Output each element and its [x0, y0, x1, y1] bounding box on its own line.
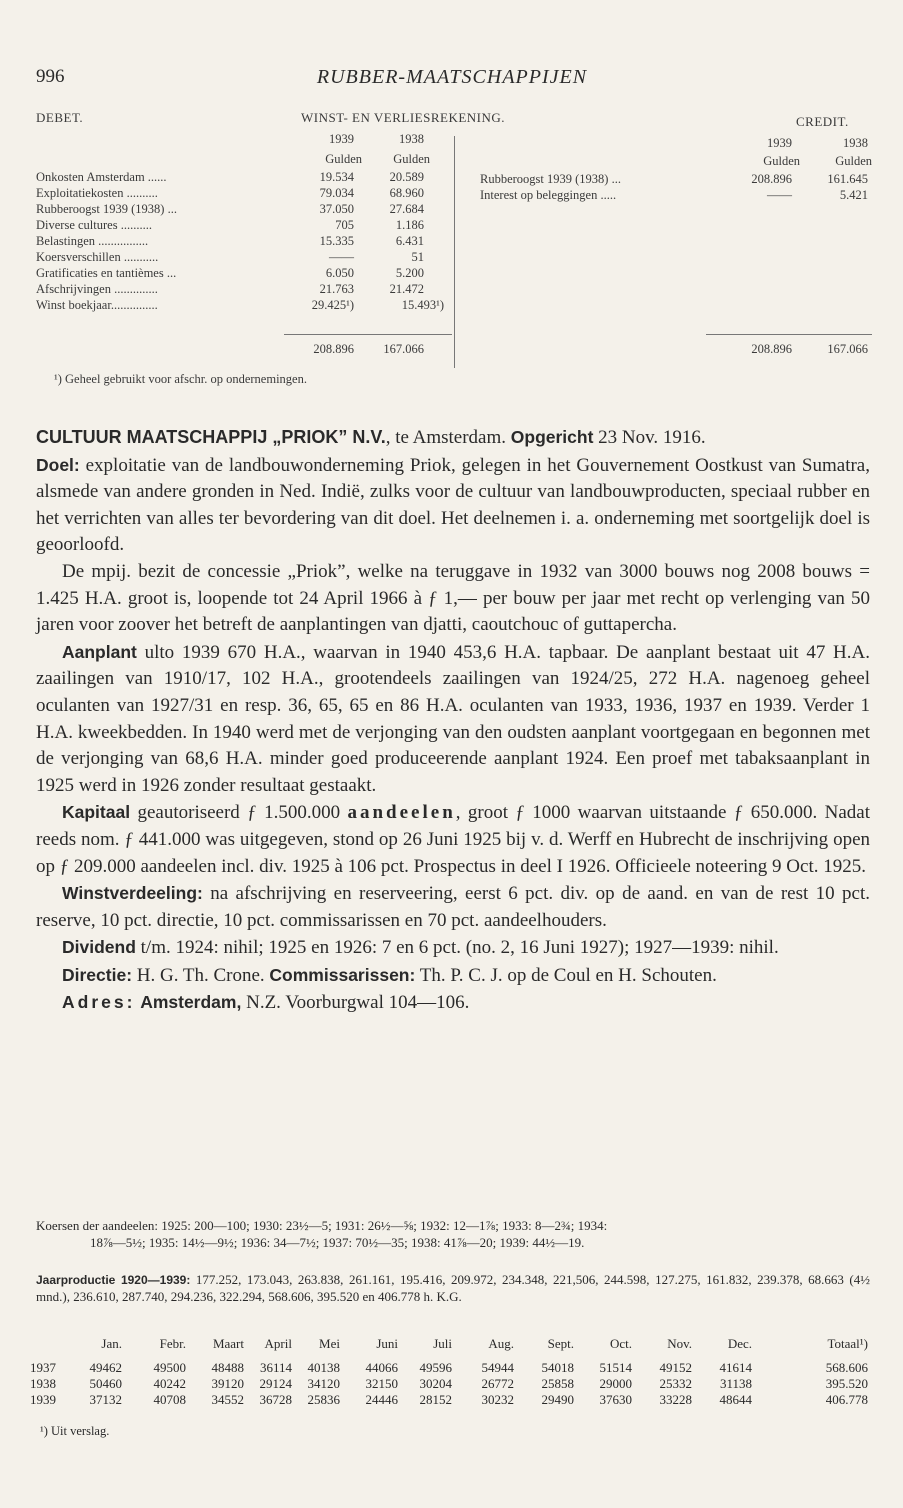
month-value: 40708 — [153, 1392, 186, 1407]
month-header: Dec. — [727, 1336, 752, 1351]
monthly-footnote: ¹) Uit verslag. — [40, 1424, 110, 1438]
debit-row-1939: 6.050 — [325, 266, 354, 280]
directie-paragraph — [36, 962, 870, 990]
month-value: 51514 — [599, 1360, 632, 1375]
month-value: 25332 — [659, 1376, 692, 1391]
month-value: 568.606 — [825, 1360, 868, 1375]
month-header: Maart — [212, 1336, 244, 1351]
adres-city: Amsterdam, — [140, 992, 242, 1013]
debit-row-1938: 68.960 — [389, 186, 424, 200]
month-header: Jan. — [101, 1336, 122, 1351]
credit-row-1939: —— — [767, 188, 792, 202]
debit-currency-1939: Gulden — [325, 152, 362, 166]
kapitaal-text-a: geautoriseerd ƒ 1.500.000 — [130, 802, 348, 824]
intro-text: , te Amsterdam. — [385, 427, 511, 448]
month-value: 25858 — [541, 1376, 574, 1391]
dividend-text: t/m. 1924: nihil; 1925 en 1926: 7 en 6 pct. (no. 2, 16 Juni 1927); 1927—1939: nihil. — [135, 937, 779, 959]
month-value: 50460 — [89, 1376, 122, 1391]
winstverdeeling-text: na afschrijving en reserveering, eerst 6 pct. div. op de aand. en van de rest 10 pct. reserve, 10 pct. directie, 10 pct. commissarissen en 70 pct. aandeelhouders. — [36, 883, 870, 931]
month-value: 26772 — [481, 1376, 514, 1391]
month-value: 36728 — [259, 1392, 292, 1407]
aanplant-label: Aanplant — [62, 641, 137, 662]
annual-production — [36, 1272, 870, 1304]
month-value: 44066 — [365, 1360, 398, 1375]
month-header: Oct. — [609, 1336, 632, 1351]
winstverdeeling-label: Winstverdeeling: — [62, 883, 203, 904]
month-value: 31138 — [719, 1376, 752, 1391]
credit-row-label: Interest op beleggingen ..... — [480, 188, 617, 202]
month-value: 49152 — [659, 1360, 692, 1375]
debit-row-1939: 37.050 — [319, 202, 354, 216]
page-number: 996 — [36, 66, 65, 87]
production-label: Jaarproductie 1920—1939: — [36, 1273, 191, 1287]
directie-text: H. G. Th. Crone. — [132, 964, 270, 986]
intro-date: 23 Nov. 1916. — [593, 427, 706, 448]
month-header: Nov. — [667, 1336, 692, 1351]
debit-row-1939: 19.534 — [319, 170, 354, 184]
month-header: Juli — [433, 1336, 452, 1351]
company-intro — [36, 424, 870, 452]
debit-row-label: Diverse cultures .......... — [36, 218, 152, 232]
opgericht-label: Opgericht — [510, 427, 594, 447]
ledger-title: WINST- EN VERLIESREKENING. — [301, 110, 506, 125]
credit-row-1938: 5.421 — [839, 188, 868, 202]
concessie-paragraph: De mpij. bezit de concessie „Priok”, welke na teruggave in 1932 van 3000 bouws nog 2008 bouws = 1.425 H.A. groot is, loopende tot 24 April 1966 à ƒ 1,— per bouw per jaar met recht op verlenging van 50 jaren voor zoover het betreft de aanplantingen van djatti, caoutchouc of guttapercha. — [36, 560, 870, 636]
month-value: 40242 — [153, 1376, 186, 1391]
debit-row-label: Gratificaties en tantièmes ... — [36, 266, 177, 280]
debit-row-1938: 5.200 — [395, 266, 424, 280]
month-value: 30204 — [419, 1376, 452, 1391]
commissarissen-label: Commissarissen: — [269, 964, 416, 985]
month-header: Aug. — [488, 1336, 514, 1351]
debit-row-1938: 6.431 — [395, 234, 424, 248]
month-value: 54944 — [481, 1360, 514, 1375]
month-value: 49596 — [419, 1360, 452, 1375]
month-value: 48488 — [211, 1360, 244, 1375]
ledger-footnote: ¹) Geheel gebruikt voor afschr. op ondernemingen. — [54, 372, 307, 386]
production-text: 177.252, 173.043, 263.838, 261.161, 195.416, 209.972, 234.348, 221,506, 244.598, 127.275, 161.832, 239.378, 68.663 (4½ mnd.), 236.610, 287.740, 294.236, 322.294, 568.606, 395.520 en 406.778 h. K.G. — [36, 1272, 870, 1304]
aandeelen-word: aandeelen — [347, 802, 456, 824]
month-value: 29124 — [259, 1376, 292, 1391]
month-value: 36114 — [259, 1360, 292, 1375]
month-value: 37132 — [89, 1392, 122, 1407]
debit-row-label: Afschrijvingen .............. — [36, 282, 158, 296]
adres-paragraph — [36, 989, 870, 1017]
share-quotes — [36, 1218, 870, 1251]
debit-row-1938: 15.493¹) — [401, 298, 444, 312]
month-value: 29000 — [599, 1376, 632, 1391]
month-header: Mei — [319, 1336, 340, 1351]
credit-currency-1938: Gulden — [835, 154, 872, 168]
year-label: 1938 — [30, 1376, 56, 1391]
month-value: 33228 — [659, 1392, 692, 1407]
month-value: 40138 — [307, 1360, 340, 1375]
month-value: 30232 — [481, 1392, 514, 1407]
month-value: 29490 — [541, 1392, 574, 1407]
month-value: 49462 — [89, 1360, 122, 1375]
debit-row-label: Exploitatiekosten .......... — [36, 186, 158, 200]
debit-row-label: Rubberoogst 1939 (1938) ... — [36, 202, 177, 216]
month-header: Juni — [376, 1336, 398, 1351]
year-label: 1937 — [30, 1360, 56, 1375]
credit-row-1938: 161.645 — [827, 172, 868, 186]
debit-year-1938: 1938 — [399, 132, 424, 146]
debit-row-label: Koersverschillen ........... — [36, 250, 159, 264]
doel-label: Doel: — [36, 454, 80, 475]
ledger-divider — [454, 136, 455, 368]
commissarissen-text: Th. P. C. J. op de Coul en H. Schouten. — [415, 964, 717, 986]
month-header: April — [264, 1336, 292, 1351]
dividend-paragraph — [36, 934, 870, 962]
month-value: 34552 — [211, 1392, 244, 1407]
page-header — [36, 66, 868, 92]
debit-total-1938: 167.066 — [383, 342, 424, 356]
credit-row-1939: 208.896 — [751, 172, 792, 186]
debit-row-1938: 21.472 — [389, 282, 424, 296]
company-name: CULTUUR MAATSCHAPPIJ „PRIOK” N.V. — [36, 427, 386, 447]
company-article — [36, 424, 870, 1017]
debit-row-1939: 79.034 — [319, 186, 354, 200]
debit-row-1938: 20.589 — [389, 170, 424, 184]
doel-text: exploitatie van de landbouwonderneming Priok, gelegen in het Gouvernement Oostkust van Sumatra, alsmede van andere gronden in Ned. Indië, zulks voor de cultuur van landbouwproducten, speciaal rubber en het verrichten van alles ter bevordering van dit doel. Het deelnemen i. a. onderneming met soortgelijk doel is geoorloofd. — [36, 454, 870, 556]
month-value: 37630 — [599, 1392, 632, 1407]
month-value: 32150 — [365, 1376, 398, 1391]
aanplant-text: ulto 1939 670 H.A., waarvan in 1940 453,6 H.A. tapbaar. De aanplant bestaat uit 47 H.A. zaailingen van 1910/17, 102 H.A., grootendeels zaailingen van 1924/25, 272 H.A. nagenoeg geheel oculanten van 1927/31 en resp. 36, 65, 65 en 86 H.A. oculanten van 1933, 1936, 1937 en 1939. Verder 1 H.A. kweekbedden. In 1940 werd met de verjonging van den oudsten aanplant voortgegaan en begonnen met de verjonging van 68,6 H.A. minder goed produceerende aanplant 1924. Een proef met tabaksaanplant in 1925 werd in 1926 zonder resultaat gestaakt. — [36, 641, 870, 796]
debit-year-1939: 1939 — [329, 132, 354, 146]
credit-row-label: Rubberoogst 1939 (1938) ... — [480, 172, 621, 186]
winstverdeeling-paragraph — [36, 880, 870, 934]
debit-row-label: Onkosten Amsterdam ...... — [36, 170, 167, 184]
quotes-line-1: Koersen der aandeelen: 1925: 200—100; 1930: 23½—5; 1931: 26½—⅝; 1932: 12—1⅞; 1933: 8—2¾; 1934: — [36, 1218, 608, 1233]
debit-row-1939: 15.335 — [319, 234, 354, 248]
running-title: RUBBER-MAATSCHAPPIJEN — [316, 66, 588, 88]
month-value: 54018 — [541, 1360, 574, 1375]
debit-currency-1938: Gulden — [393, 152, 430, 166]
debit-row-1939: 21.763 — [319, 282, 354, 296]
debit-row-1938: 51 — [411, 250, 424, 264]
debit-row-1938: 27.684 — [389, 202, 424, 216]
debit-total-1939: 208.896 — [313, 342, 354, 356]
dividend-label: Dividend — [62, 937, 136, 958]
kapitaal-label: Kapitaal — [62, 802, 131, 823]
month-value: 395.520 — [825, 1376, 868, 1391]
directie-label: Directie: — [62, 964, 133, 985]
month-value: 24446 — [365, 1392, 398, 1407]
kapitaal-text-b: , groot ƒ 1000 waarvan uitstaande ƒ 650.000. Nadat reeds nom. ƒ 441.000 was uitgegeven, stond op 26 Juni 1925 bij v. d. Werff en Hubrecht de inschrijving open op ƒ 209.000 aandeelen incl. div. 1925 à 106 pct. Prospectus in deel I 1926. Officieele noteering 9 Oct. 1925. — [36, 802, 870, 877]
month-value: 41614 — [719, 1360, 752, 1375]
debit-row-1939: 705 — [335, 218, 354, 232]
debit-row-1938: 1.186 — [395, 218, 424, 232]
adres-label: Adres: — [62, 992, 136, 1013]
doel-paragraph — [36, 452, 870, 559]
month-value: 28152 — [419, 1392, 452, 1407]
month-value: 406.778 — [825, 1392, 868, 1407]
credit-year-1938: 1938 — [843, 136, 868, 150]
month-header: Sept. — [547, 1336, 574, 1351]
credit-total-1938: 167.066 — [827, 342, 868, 356]
credit-currency-1939: Gulden — [763, 154, 800, 168]
credit-total-1939: 208.896 — [751, 342, 792, 356]
debit-row-1939: —— — [329, 250, 354, 264]
credit-year-1939: 1939 — [767, 136, 792, 150]
quotes-line-2: 18⅞—5½; 1935: 14½—9½; 1936: 34—7½; 1937: 70½—35; 1938: 41⅞—20; 1939: 44½—19. — [90, 1234, 585, 1250]
profit-loss-account — [36, 110, 872, 400]
month-value: 48644 — [719, 1392, 752, 1407]
kapitaal-paragraph — [36, 799, 870, 880]
debit-total-rule — [284, 334, 452, 335]
month-value: 34120 — [307, 1376, 340, 1391]
debit-row-label: Winst boekjaar............... — [36, 298, 158, 312]
month-value: 39120 — [211, 1376, 244, 1391]
month-value: 49500 — [153, 1360, 186, 1375]
credit-label: CREDIT. — [796, 114, 849, 129]
month-header: Febr. — [159, 1336, 186, 1351]
aanplant-paragraph — [36, 639, 870, 800]
year-label: 1939 — [30, 1392, 56, 1407]
month-value: 25836 — [307, 1392, 340, 1407]
month-header: Totaal¹) — [827, 1336, 868, 1351]
debit-row-label: Belastingen ................ — [36, 234, 149, 248]
debet-label: DEBET. — [36, 110, 84, 125]
credit-total-rule — [706, 334, 872, 335]
adres-text: N.Z. Voorburgwal 104—106. — [241, 992, 470, 1014]
debit-row-1939: 29.425¹) — [311, 298, 354, 312]
